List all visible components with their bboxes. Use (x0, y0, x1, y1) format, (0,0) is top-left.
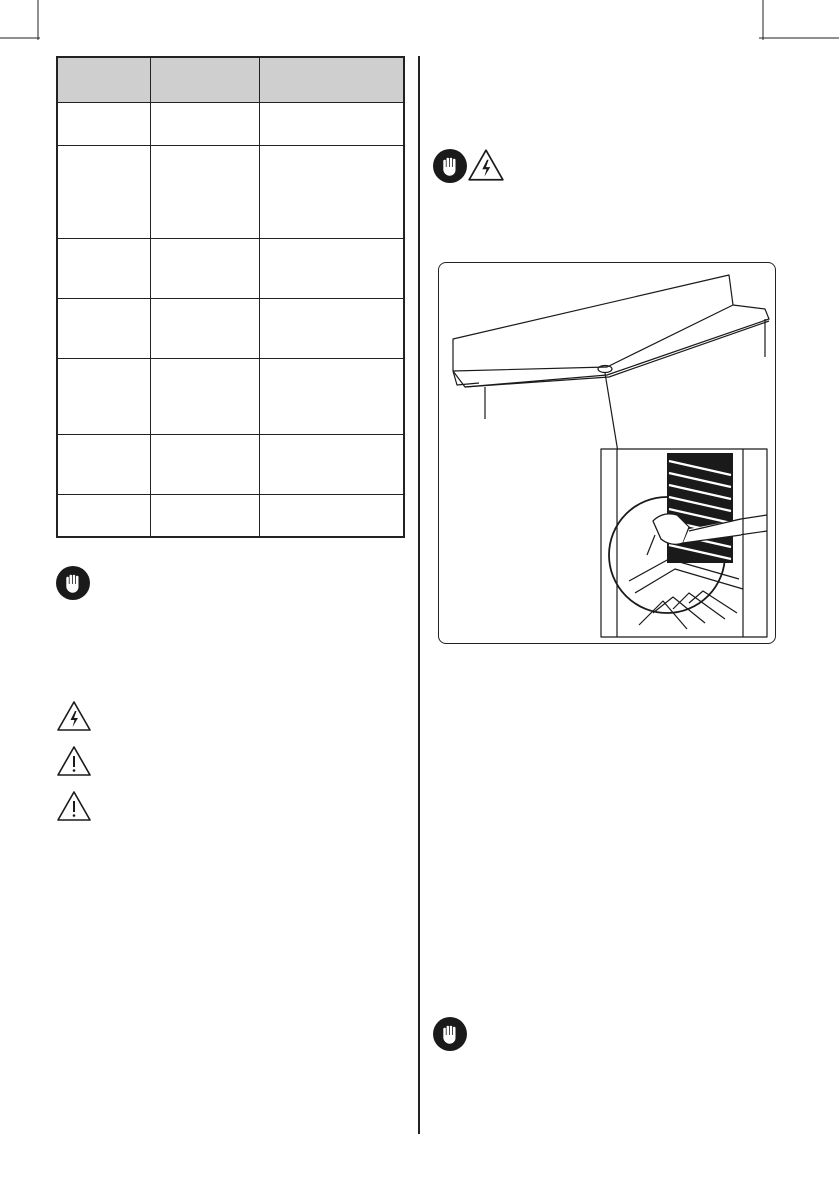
table-cell (57, 435, 151, 495)
table-cell (151, 239, 260, 299)
lamp-cover-illustration (438, 262, 776, 644)
table-row (57, 495, 404, 537)
table-row (57, 299, 404, 359)
table-cell (260, 495, 405, 537)
table-cell (57, 146, 151, 239)
table-cell (57, 495, 151, 537)
table-cell (57, 239, 151, 299)
table-cell (151, 359, 260, 435)
electric-shock-warning-icon (56, 700, 92, 732)
general-warning-icon (56, 790, 92, 822)
stop-hand-icon (432, 148, 468, 184)
table-cell (260, 359, 405, 435)
table-cell (260, 435, 405, 495)
table-cell (151, 146, 260, 239)
header-cell (260, 57, 405, 103)
header-cell (151, 57, 260, 103)
table-row (57, 435, 404, 495)
table-cell (151, 299, 260, 359)
table-cell (260, 146, 405, 239)
crop-mark-top-left (0, 0, 42, 42)
table-row (57, 359, 404, 435)
table-cell (260, 299, 405, 359)
table-cell (57, 299, 151, 359)
stop-hand-icon (55, 565, 91, 601)
lamp-cover-drawing (439, 263, 776, 644)
table-cell (260, 239, 405, 299)
spec-table (56, 56, 405, 538)
table-row (57, 239, 404, 299)
table-cell (151, 435, 260, 495)
table-cell (57, 359, 151, 435)
stop-hand-icon (432, 1016, 468, 1052)
table-cell (260, 103, 405, 146)
general-warning-icon (56, 745, 92, 777)
column-divider (418, 56, 420, 1134)
table-cell (57, 103, 151, 146)
table-header-row (57, 57, 404, 103)
table-row (57, 103, 404, 146)
header-cell (57, 57, 151, 103)
table-cell (151, 103, 260, 146)
table-row (57, 146, 404, 239)
electric-shock-warning-icon (467, 148, 505, 182)
table-cell (151, 495, 260, 537)
crop-mark-top-right (759, 0, 839, 42)
